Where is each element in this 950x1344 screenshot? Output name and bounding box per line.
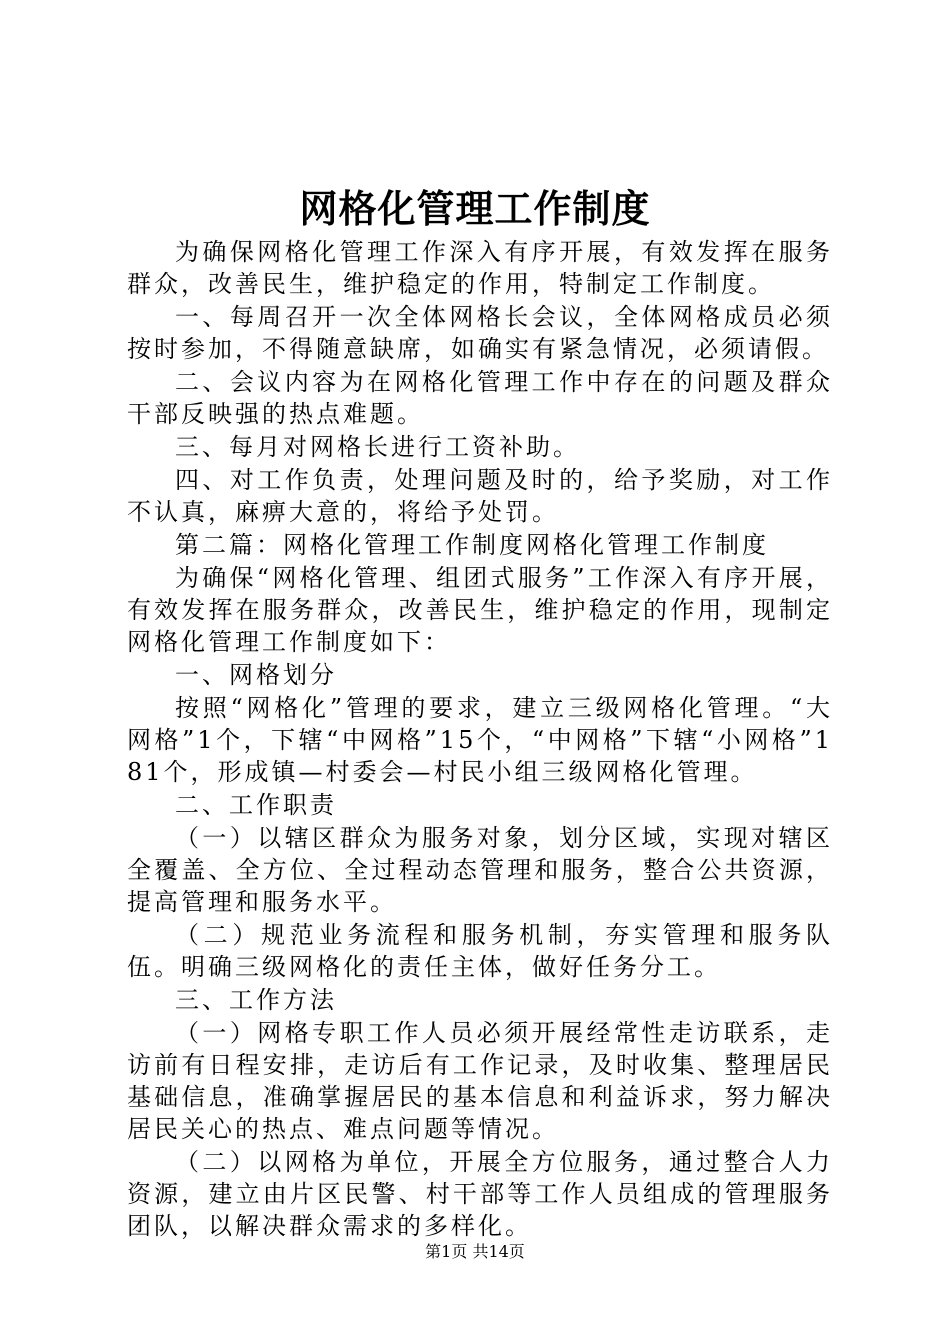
document-title: 网格化管理工作制度: [299, 186, 651, 231]
paragraph-intro: 为确保网格化管理工作深入有序开展，有效发挥在服务群众，改善民生，维护稳定的作用，特制定工作制度。: [127, 238, 833, 298]
paragraph-rule-3: 三、每月对网格长进行工资补助。: [175, 433, 580, 461]
section-heading-grid-division: 一、网格划分: [175, 661, 337, 689]
paragraph-grid-division: 按照“网格化”管理的要求，建立三级网格化管理。“大网格”1个，下辖“中网格”15个，“中网格”下辖“小网格”181个，形成镇—村委会—村民小组三级网格化管理。: [127, 694, 833, 786]
section-heading-part-two: 第二篇：网格化管理工作制度网格化管理工作制度: [175, 531, 769, 559]
page-footer: 第1页 共14页: [425, 1242, 525, 1261]
document-body: [127, 236, 833, 1243]
section-heading-duties: 二、工作职责: [175, 791, 337, 819]
paragraph-part-two-intro: 为确保“网格化管理、组团式服务”工作深入有序开展，有效发挥在服务群众，改善民生，维护稳定的作用，现制定网格化管理工作制度如下：: [127, 564, 833, 656]
paragraph-method-1: （一）网格专职工作人员必须开展经常性走访联系，走访前有日程安排，走访后有工作记录，及时收集、整理居民基础信息，准确掌握居民的基本信息和利益诉求，努力解决居民关心的热点、难点问题等情况。: [127, 1019, 833, 1143]
paragraph-rule-2: 二、会议内容为在网格化管理工作中存在的问题及群众干部反映强的热点难题。: [127, 368, 833, 428]
section-heading-methods: 三、工作方法: [175, 986, 337, 1014]
paragraph-duty-1: （一）以辖区群众为服务对象，划分区域，实现对辖区全覆盖、全方位、全过程动态管理和服务，整合公共资源，提高管理和服务水平。: [127, 824, 833, 916]
paragraph-duty-2: （二）规范业务流程和服务机制，夯实管理和服务队伍。明确三级网格化的责任主体，做好任务分工。: [127, 921, 833, 981]
paragraph-rule-4: 四、对工作负责，处理问题及时的，给予奖励，对工作不认真，麻痹大意的，将给予处罚。: [127, 466, 833, 526]
paragraph-rule-1: 一、每周召开一次全体网格长会议，全体网格成员必须按时参加，不得随意缺席，如确实有紧急情况，必须请假。: [127, 303, 833, 363]
paragraph-method-2: （二）以网格为单位，开展全方位服务，通过整合人力资源，建立由片区民警、村干部等工作人员组成的管理服务团队，以解决群众需求的多样化。: [127, 1148, 833, 1240]
